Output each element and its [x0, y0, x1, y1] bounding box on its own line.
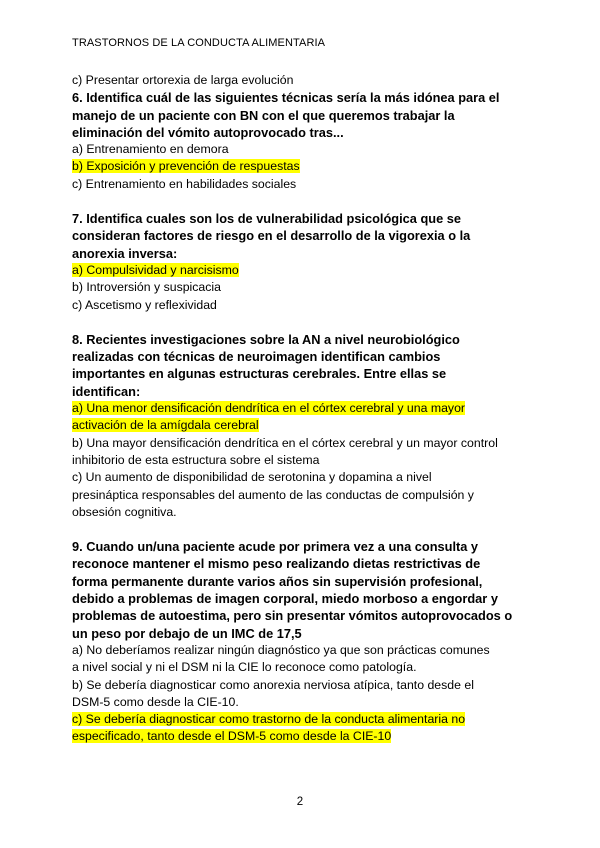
answer-option-line — [72, 176, 532, 193]
option-text: c) Entrenamiento en habilidades sociales — [72, 176, 297, 191]
question-text-line: 7. Identifica cuales son los de vulnerabilidad psicológica que se — [72, 211, 461, 227]
option-text: activación de la amígdala cerebral — [72, 418, 259, 433]
question-text-line: manejo de un paciente con BN con el que queremos trabajar la — [72, 107, 455, 123]
option-text: c) Un aumento de disponibilidad de serotonina y dopamina a nivel — [72, 470, 432, 485]
option-text: DSM-5 como desde la CIE-10. — [72, 694, 239, 709]
answer-option-line — [72, 659, 532, 676]
question-text-line: debido a problemas de imagen corporal, miedo morboso a engordar y — [72, 591, 498, 607]
option-text: a) Una menor densificación dendrítica en el córtex cerebral y una mayor — [72, 401, 466, 416]
page-number: 2 — [296, 796, 304, 808]
answer-option-line — [72, 504, 532, 521]
question-text-line: forma permanente durante varios años sin supervisión profesional, — [72, 573, 483, 589]
option-text: c) Ascetismo y reflexividad — [72, 297, 217, 312]
question-text-line: anorexia inversa: — [72, 245, 178, 261]
question-text-line: eliminación del vómito autoprovocado tras... — [72, 124, 344, 140]
answer-option-line — [72, 297, 532, 314]
page-content — [72, 72, 532, 746]
option-text: b) Introversión y suspicacia — [72, 280, 221, 295]
option-text: c) Presentar ortorexia de larga evolución — [72, 73, 294, 87]
option-text: a) No deberíamos realizar ningún diagnóstico ya que son prácticas comunes — [72, 642, 490, 657]
option-text: a nivel social y ni el DSM ni la CIE lo reconoce como patología. — [72, 660, 417, 675]
question-text-line: importantes en algunas estructuras cerebrales. Entre ellas se — [72, 366, 447, 382]
highlighted-answer-line — [72, 711, 532, 728]
questions-list — [72, 89, 532, 745]
question-spacer — [72, 314, 532, 331]
option-text: b) Exposición y prevención de respuestas — [72, 159, 300, 174]
question-spacer — [72, 521, 532, 538]
answer-option-line — [72, 469, 532, 486]
question-text-line: 9. Cuando un/una paciente acude por primera vez a una consulta y — [72, 539, 479, 555]
option-text: b) Una mayor densificación dendrítica en el córtex cerebral y un mayor control — [72, 435, 498, 450]
question-block — [72, 89, 532, 193]
question-text-line: problemas de autoestima, pero sin presentar vómitos autoprovocados o — [72, 608, 513, 624]
option-text: obsesión cognitiva. — [72, 504, 177, 519]
question-text-line: 8. Recientes investigaciones sobre la AN a nivel neurobiológico — [72, 331, 460, 347]
carryover-option — [72, 72, 532, 89]
option-text: a) Entrenamiento en demora — [72, 142, 229, 157]
question-text-line: realizadas con técnicas de neuroimagen identifican cambios — [72, 349, 441, 365]
running-header: TRASTORNOS DE LA CONDUCTA ALIMENTARIA — [72, 37, 326, 49]
question-text-line: reconoce mantener el mismo peso realizando dietas restrictivas de — [72, 556, 481, 572]
option-text: a) Compulsividad y narcisismo — [72, 262, 239, 277]
option-text: c) Se debería diagnosticar como trastorno de la conducta alimentaria no — [72, 712, 466, 727]
question-spacer — [72, 193, 532, 210]
answer-option-line — [72, 279, 532, 296]
highlighted-answer-line — [72, 728, 532, 745]
answer-option-line — [72, 642, 532, 659]
question-text-line: consideran factores de riesgo en el desarrollo de la vigorexia o la — [72, 228, 471, 244]
answer-option-line — [72, 487, 532, 504]
question-text-line: identifican: — [72, 383, 141, 399]
answer-option-line — [72, 435, 532, 452]
highlighted-answer-line — [72, 400, 532, 417]
question-text-line: un peso por debajo de un IMC de 17,5 — [72, 625, 302, 641]
question-block — [72, 538, 532, 746]
answer-option-line — [72, 677, 532, 694]
highlighted-answer-line — [72, 262, 532, 279]
highlighted-answer-line — [72, 158, 532, 175]
highlighted-answer-line — [72, 417, 532, 434]
option-text: b) Se debería diagnosticar como anorexia nerviosa atípica, tanto desde el — [72, 677, 474, 692]
option-text: inhibitorio de esta estructura sobre el sistema — [72, 452, 320, 467]
option-text: especificado, tanto desde el DSM-5 como desde la CIE-10 — [72, 729, 392, 744]
answer-option-line — [72, 141, 532, 158]
answer-option-line — [72, 452, 532, 469]
question-block — [72, 331, 532, 521]
question-block — [72, 210, 532, 314]
answer-option-line — [72, 694, 532, 711]
question-text-line: 6. Identifica cuál de las siguientes técnicas sería la más idónea para el — [72, 90, 500, 106]
option-text: presináptica responsables del aumento de las conductas de compulsión y — [72, 487, 474, 502]
